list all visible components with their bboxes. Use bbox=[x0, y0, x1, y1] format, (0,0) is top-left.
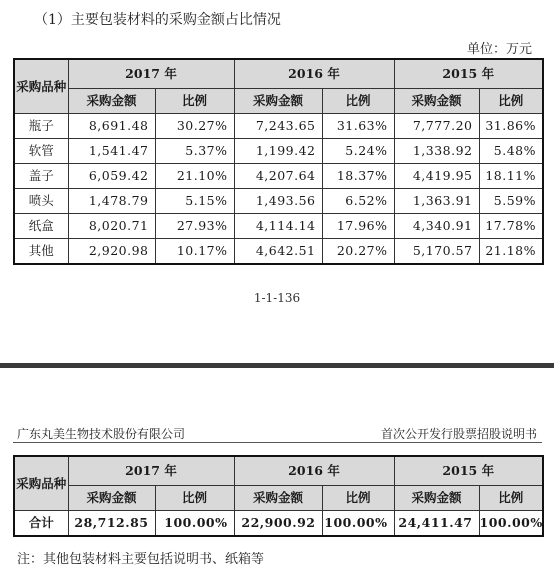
cell-value: 10.17% bbox=[155, 239, 234, 265]
col-ratio-2015: 比例 bbox=[479, 486, 543, 511]
cell-value: 5.24% bbox=[322, 139, 394, 164]
cell-value: 8,691.48 bbox=[68, 114, 155, 139]
cell-value: 1,478.79 bbox=[68, 189, 155, 214]
total-value: 24,411.47 bbox=[394, 511, 479, 537]
table-row bbox=[14, 214, 543, 239]
table-row bbox=[14, 139, 543, 164]
total-row bbox=[14, 511, 543, 537]
cell-value: 4,114.14 bbox=[234, 214, 322, 239]
row-label: 纸盒 bbox=[14, 214, 68, 239]
row-label: 盖子 bbox=[14, 164, 68, 189]
purchase-table-part2 bbox=[13, 455, 544, 537]
cell-value: 4,642.51 bbox=[234, 239, 322, 265]
cell-value: 1,338.92 bbox=[394, 139, 479, 164]
cell-value: 31.86% bbox=[479, 114, 543, 139]
col-amount-2017: 采购金额 bbox=[68, 486, 155, 511]
cell-value: 1,493.56 bbox=[234, 189, 322, 214]
cell-value: 1,199.42 bbox=[234, 139, 322, 164]
total-value: 100.00% bbox=[322, 511, 394, 537]
col-ratio-2016: 比例 bbox=[322, 89, 394, 114]
col-ratio-2015: 比例 bbox=[479, 89, 543, 114]
total-value: 22,900.92 bbox=[234, 511, 322, 537]
cell-value: 21.10% bbox=[155, 164, 234, 189]
cell-value: 6.52% bbox=[322, 189, 394, 214]
purchase-table-part1 bbox=[13, 58, 544, 265]
year-header-2015: 2015 年 bbox=[394, 59, 543, 89]
unit-label: 单位：万元 bbox=[466, 42, 532, 57]
col-amount-2017: 采购金额 bbox=[68, 89, 155, 114]
footnote: 注：其他包装材料主要包括说明书、纸箱等 bbox=[17, 552, 265, 567]
cell-value: 4,207.64 bbox=[234, 164, 322, 189]
document-title-header: 首次公开发行股票招股说明书 bbox=[380, 427, 537, 441]
cell-value: 1,363.91 bbox=[394, 189, 479, 214]
cell-value: 21.18% bbox=[479, 239, 543, 265]
cell-value: 8,020.71 bbox=[68, 214, 155, 239]
company-header: 广东丸美生物技术股份有限公司 bbox=[17, 427, 186, 441]
cell-value: 1,541.47 bbox=[68, 139, 155, 164]
row-label: 喷头 bbox=[14, 189, 68, 214]
cell-value: 20.27% bbox=[322, 239, 394, 265]
cell-value: 5.48% bbox=[479, 139, 543, 164]
col-ratio-2017: 比例 bbox=[155, 89, 234, 114]
cell-value: 17.96% bbox=[322, 214, 394, 239]
table-row bbox=[14, 164, 543, 189]
cell-value: 7,243.65 bbox=[234, 114, 322, 139]
row-label: 软管 bbox=[14, 139, 68, 164]
total-label: 合计 bbox=[14, 511, 68, 537]
cell-value: 4,340.91 bbox=[394, 214, 479, 239]
year-header-2017: 2017 年 bbox=[68, 456, 234, 486]
header-rule bbox=[13, 442, 542, 443]
table-row bbox=[14, 239, 543, 265]
corner-header: 采购品种 bbox=[14, 59, 68, 114]
cell-value: 4,419.95 bbox=[394, 164, 479, 189]
year-header-2016: 2016 年 bbox=[234, 59, 394, 89]
cell-value: 6,059.42 bbox=[68, 164, 155, 189]
cell-value: 30.27% bbox=[155, 114, 234, 139]
table-row bbox=[14, 189, 543, 214]
table-row bbox=[14, 114, 543, 139]
year-header-2016: 2016 年 bbox=[234, 456, 394, 486]
col-amount-2015: 采购金额 bbox=[394, 486, 479, 511]
col-amount-2016: 采购金额 bbox=[234, 486, 322, 511]
cell-value: 5.15% bbox=[155, 189, 234, 214]
col-ratio-2016: 比例 bbox=[322, 486, 394, 511]
cell-value: 31.63% bbox=[322, 114, 394, 139]
cell-value: 18.37% bbox=[322, 164, 394, 189]
page-break-divider bbox=[0, 363, 554, 368]
cell-value: 5.37% bbox=[155, 139, 234, 164]
col-ratio-2017: 比例 bbox=[155, 486, 234, 511]
corner-header: 采购品种 bbox=[14, 456, 68, 511]
row-label: 其他 bbox=[14, 239, 68, 265]
section-caption: （1）主要包装材料的采购金额占比情况 bbox=[34, 12, 281, 28]
page-number: 1-1-136 bbox=[253, 291, 301, 305]
cell-value: 27.93% bbox=[155, 214, 234, 239]
cell-value: 18.11% bbox=[479, 164, 543, 189]
cell-value: 7,777.20 bbox=[394, 114, 479, 139]
row-label: 瓶子 bbox=[14, 114, 68, 139]
cell-value: 5.59% bbox=[479, 189, 543, 214]
total-value: 100.00% bbox=[479, 511, 543, 537]
col-amount-2015: 采购金额 bbox=[394, 89, 479, 114]
year-header-2017: 2017 年 bbox=[68, 59, 234, 89]
col-amount-2016: 采购金额 bbox=[234, 89, 322, 114]
year-header-2015: 2015 年 bbox=[394, 456, 543, 486]
total-value: 100.00% bbox=[155, 511, 234, 537]
total-value: 28,712.85 bbox=[68, 511, 155, 537]
cell-value: 17.78% bbox=[479, 214, 543, 239]
cell-value: 5,170.57 bbox=[394, 239, 479, 265]
cell-value: 2,920.98 bbox=[68, 239, 155, 265]
